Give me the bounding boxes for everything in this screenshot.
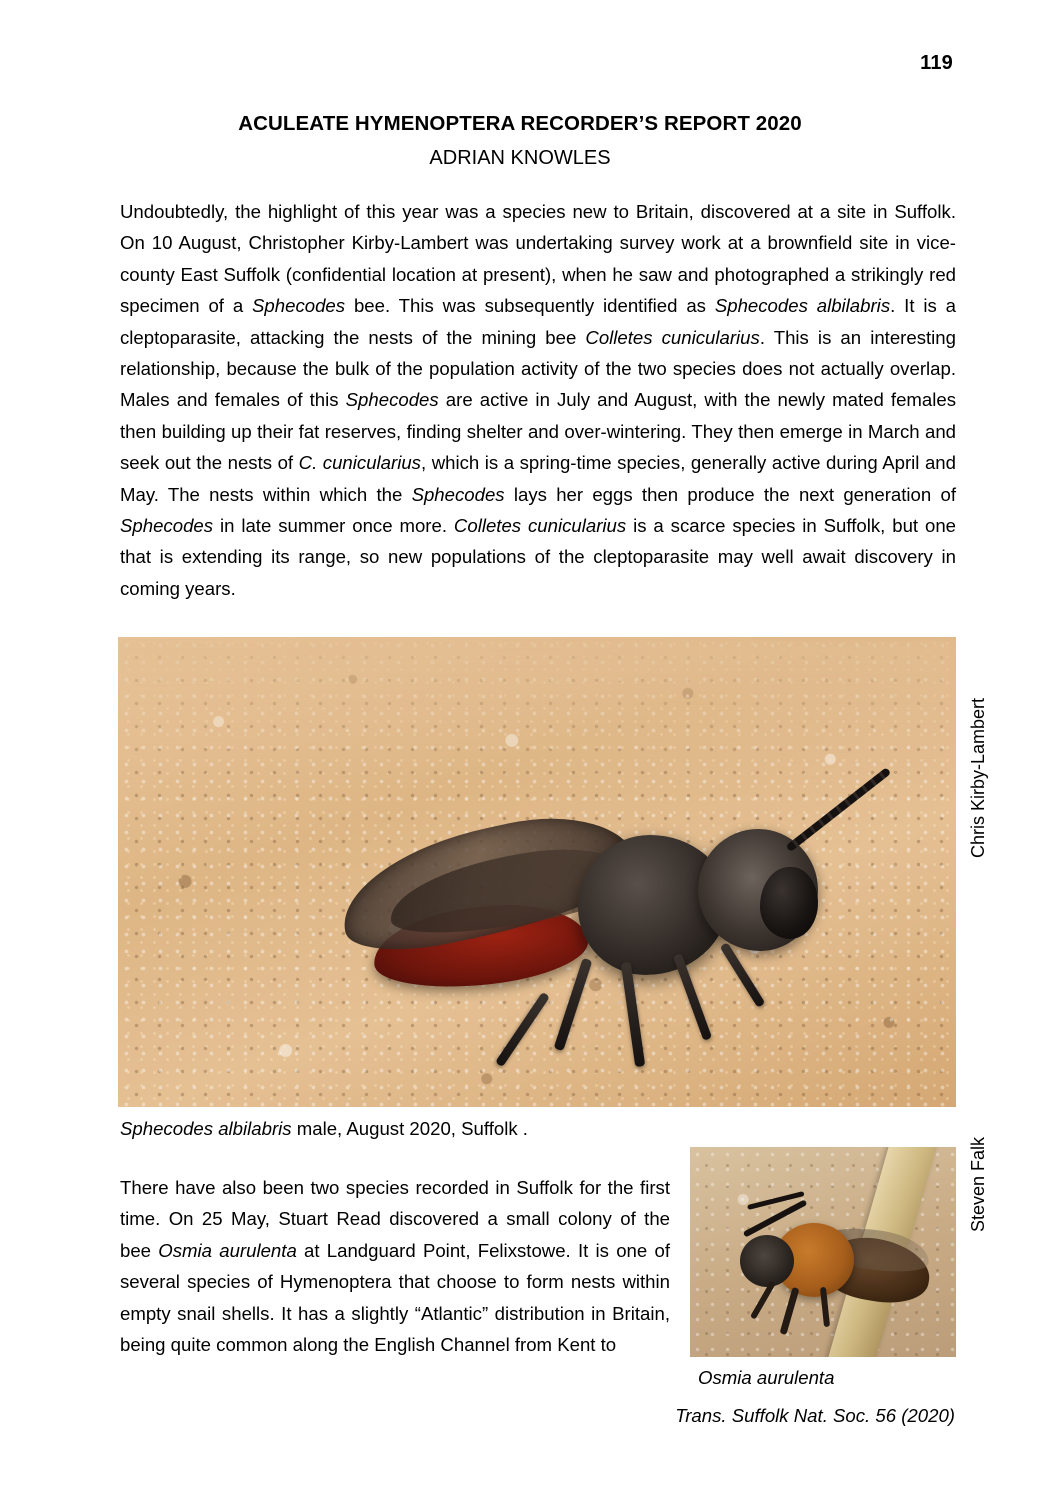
p1-seg2: bee. This was subsequently identified as <box>345 295 715 317</box>
p1-italic-sphecodes-3: Sphecodes <box>411 483 505 505</box>
p2-seg1: There have also been two species recorded in Suffolk for the first time. On 25 May, Stuart Read discovered a small colony of the bee <box>120 1177 670 1261</box>
bee-leg <box>621 962 646 1067</box>
p1-seg3: . It is a cleptoparasite, attacking the nests of the mining bee <box>120 295 956 348</box>
caption-main-rest: male, August 2020, Suffolk . <box>291 1118 528 1139</box>
p1-seg1: Undoubtedly, the highlight of this year was a species new to Britain, discovered at a site in Suffolk. On 10 August, Christopher Kirby-Lambert was undertaking survey work at a brownfield site in vice-county East Suffolk (confidential location at present), when he saw and photographed a strikingly red specimen of a <box>120 201 956 317</box>
p1-italic-colletes-cunicularius-2: Colletes cunicularius <box>453 515 627 537</box>
p1-seg5: are active in July and August, with the newly mated females then building up their fat reserves, finding shelter and over-wintering. They then emerge in March and seek out the nests of <box>120 389 957 474</box>
paragraph-one <box>120 196 956 604</box>
bee-leg <box>673 953 712 1041</box>
bee-leg <box>720 942 766 1008</box>
bee-leg <box>495 992 550 1068</box>
p1-seg4: . This is an interesting relationship, because the bulk of the population activity of the two species does not actually overlap. Males and females of this <box>120 326 956 411</box>
caption-main-italic: Sphecodes albilabris <box>120 1118 292 1139</box>
p1-italic-colletes-cunicularius-1: Colletes cunicularius <box>585 326 760 348</box>
bee-leg <box>554 958 593 1051</box>
paragraph-two <box>120 1172 670 1360</box>
p1-italic-sphecodes-1: Sphecodes <box>252 295 346 317</box>
p1-seg8: in late summer once more. <box>213 515 454 537</box>
figure-sphecodes-albilabris-photo <box>118 637 956 1107</box>
photo-credit-small: Steven Falk <box>968 1136 988 1232</box>
figure-caption-main <box>120 1118 528 1140</box>
p1-italic-sphecodes-4: Sphecodes <box>120 515 214 537</box>
p2-italic-osmia-aurulenta: Osmia aurulenta <box>158 1239 297 1261</box>
bee-antenna <box>788 767 908 857</box>
bee-illustration <box>268 757 828 1057</box>
p2-seg2: at Landguard Point, Felixstowe. It is one of several species of Hymenoptera that choose to form nests within empty snail shells. It has a slightly “Atlantic” distribution in Britain, being quite common along the English Channel from Kent to <box>120 1239 670 1356</box>
p1-italic-c-cunicularius: C. cunicularius <box>298 452 421 474</box>
author-name: ADRIAN KNOWLES <box>429 147 611 169</box>
page-title: ACULEATE HYMENOPTERA RECORDER’S REPORT 2020 <box>238 112 802 135</box>
photo-credit-main: Chris Kirby-Lambert <box>968 697 988 858</box>
p1-seg7: lays her eggs then produce the next generation of <box>504 483 956 505</box>
p1-seg9: is a scarce species in Suffolk, but one that is extending its range, so new populations of the cleptoparasite may well await discovery in coming years. <box>120 515 957 599</box>
figure-osmia-aurulenta-photo <box>690 1147 956 1357</box>
p1-seg6: , which is a spring-time species, generally active during April and May. The nests within which the <box>120 452 956 505</box>
page-number: 119 <box>920 52 953 74</box>
bee-eye <box>760 867 818 939</box>
p1-italic-sphecodes-2: Sphecodes <box>345 389 439 411</box>
page-footer: Trans. Suffolk Nat. Soc. 56 (2020) <box>675 1405 955 1426</box>
osmia-head <box>740 1235 794 1287</box>
p1-italic-sphecodes-albilabris: Sphecodes albilabris <box>714 295 891 317</box>
figure-caption-small: Osmia aurulenta <box>698 1367 835 1388</box>
